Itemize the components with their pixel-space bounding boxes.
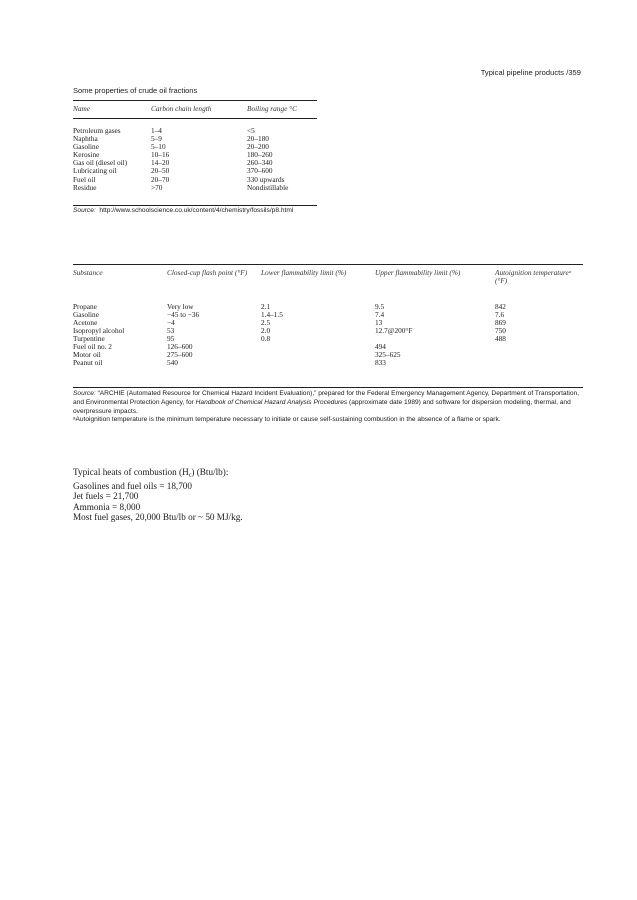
table2-cell: Propane (73, 301, 97, 311)
heats-of-combustion (73, 467, 243, 523)
table-row (73, 327, 583, 335)
table2-cell: 750 (495, 326, 506, 336)
table2-cell (261, 351, 375, 359)
table2-notes (73, 390, 585, 425)
heats-line: Ammonia = 8,000 (73, 501, 141, 512)
heats-title-pre: Typical heats of combustion (H (73, 467, 189, 477)
table1-cell: 20–180 (247, 134, 269, 144)
table2-source-label: Source: (73, 390, 96, 397)
table2-cell: 53 (167, 326, 175, 336)
table2-source-post: (approximate date 1989) and software for dispersion modeling, thermal, and overpressure impacts. (73, 398, 571, 415)
table2-cell: −4 (167, 318, 175, 327)
table1-cell: 5–10 (151, 142, 166, 152)
table1-header-carbon-chain: Carbon chain length (151, 101, 247, 119)
table2-header-autoignition: Autoignition temperatureᵃ (°F) (495, 265, 583, 292)
table2-cell: Turpentine (73, 334, 105, 344)
heats-title (73, 467, 243, 481)
table1-cell: Petroleum gases (73, 126, 121, 135)
table1-cell: 1–4 (151, 126, 162, 135)
table1-cell: Gas oil (diesel oil) (73, 158, 128, 168)
table2-cell: 869 (495, 318, 506, 327)
table1-cell: 10–16 (151, 150, 170, 160)
table2-source-title: Handbook of Chemical Hazard Analysis Procedures (195, 398, 348, 406)
table1-cell: Kerosine (73, 150, 100, 160)
table2-header-upper-limit: Upper flammability limit (%) (375, 265, 495, 292)
table1-cell: 180–260 (247, 150, 273, 160)
table2-cell (495, 351, 583, 359)
table2-footnote: ᵃAutoignition temperature is the minimum temperature necessary to initiate or cause self-sustaining combustion in the absence of a flame or spark. (73, 416, 501, 424)
table1-cell: Lubricating oil (73, 166, 117, 176)
table2-cell: Acetone (73, 318, 98, 327)
table2-header-substance: Substance (73, 265, 167, 292)
table1-cell: Residue (73, 182, 97, 192)
table2-cell: 325–625 (375, 350, 401, 360)
table1-header-name: Name (73, 101, 151, 119)
table2-cell (495, 359, 583, 367)
table2-cell: Fuel oil no. 2 (73, 342, 112, 352)
table2-cell: Very low (167, 301, 194, 311)
table-row (73, 319, 583, 327)
running-head: Typical pipeline products /359 (480, 68, 581, 77)
table2-cell: 12.7@200°F (375, 326, 413, 336)
table1-cell: <5 (247, 126, 255, 135)
table2-cell: Isopropyl alcohol (73, 326, 125, 336)
table1-cell: 5–9 (151, 134, 162, 144)
table2-cell: 275–600 (167, 350, 193, 360)
table1-header-boiling-range: Boiling range °C (247, 101, 317, 119)
table2-cell (375, 335, 495, 343)
table1-cell: 260–340 (247, 158, 273, 168)
table1-cell: 370–600 (247, 166, 273, 176)
heats-line: Most fuel gases, 20,000 Btu/lb or ~ 50 MJ/kg. (73, 512, 243, 523)
table2-cell: 126–600 (167, 342, 193, 352)
table1-cell: 20–200 (247, 142, 269, 152)
table1-cell: 14–20 (151, 158, 170, 168)
table-row (73, 343, 583, 351)
table1-cell: >70 (151, 182, 163, 192)
table2-source-pre: “ARCHIE (Automated Resource for Chemical Hazard Incident Evaluation),” prepared for the Federal Emergency Management Agency, Department of Transportation, and Environmental Protection Agency, for (73, 390, 580, 406)
table1-source-note (73, 207, 323, 215)
table-row (73, 351, 583, 359)
table2-cell: 540 (167, 358, 178, 368)
table2-source-note (73, 390, 585, 416)
table2-cell: Peanut oil (73, 358, 103, 368)
table1-cell: Naphtha (73, 134, 98, 144)
table2-cell: Gasoline (73, 309, 99, 319)
table1-cell: Fuel oil (73, 174, 96, 184)
heats-line: Jet fuels = 21,700 (73, 491, 139, 502)
table2-cell: 9.5 (375, 301, 385, 311)
table1-cell: Nondistillable (247, 182, 289, 192)
table1-bottom-rule (73, 205, 317, 206)
heats-title-sub: c (188, 472, 192, 479)
table2-bottom-rule (73, 387, 583, 388)
table2-cell: 95 (167, 334, 175, 344)
table1-cell: 20–70 (151, 174, 170, 184)
table1-caption: Some properties of crude oil fractions (73, 86, 198, 95)
table2-cell: 488 (495, 334, 506, 344)
table2-cell: Motor oil (73, 350, 101, 360)
table2-cell: 0.8 (261, 334, 271, 344)
table1-source-label: Source: (73, 207, 96, 214)
heats-title-post: ) (Btu/lb): (191, 467, 229, 477)
table2-cell: 7.6 (495, 309, 505, 319)
table2-header-flash-point: Closed-cup flash point (°F) (167, 265, 261, 292)
table2-cell (261, 343, 375, 351)
table2-cell: 2.1 (261, 301, 271, 311)
table1-cell: Gasoline (73, 142, 99, 152)
table2-cell: 2.0 (261, 326, 271, 336)
table2-cell (495, 343, 583, 351)
table2-cell: −45 to −36 (167, 309, 200, 319)
table-row (73, 143, 317, 151)
table1-cell: 330 upwards (247, 174, 285, 184)
table-row (73, 135, 317, 143)
table2-cell (261, 359, 375, 367)
table-row (73, 119, 317, 136)
table1-cell: 20–50 (151, 166, 170, 176)
table-row (73, 359, 583, 367)
crude-oil-fractions-table (73, 100, 317, 195)
table-row (73, 184, 317, 195)
table-row (73, 292, 583, 311)
heats-line: Gasolines and fuel oils = 18,700 (73, 480, 192, 491)
table2-cell: 7.4 (375, 309, 385, 319)
flammability-table (73, 264, 583, 368)
table2-cell: 494 (375, 342, 386, 352)
table-row (73, 311, 583, 319)
table-row (73, 335, 583, 343)
table2-cell: 2.5 (261, 318, 271, 327)
table2-cell: 1.4–1.5 (261, 309, 283, 319)
table2-header-lower-limit: Lower flammability limit (%) (261, 265, 375, 292)
table1-source-url: http://www.schoolscience.co.uk/content/4/chemistry/fossils/p8.html (99, 207, 294, 214)
table2-cell: 13 (375, 318, 383, 327)
table2-cell: 833 (375, 358, 386, 368)
table2-cell: 842 (495, 301, 506, 311)
